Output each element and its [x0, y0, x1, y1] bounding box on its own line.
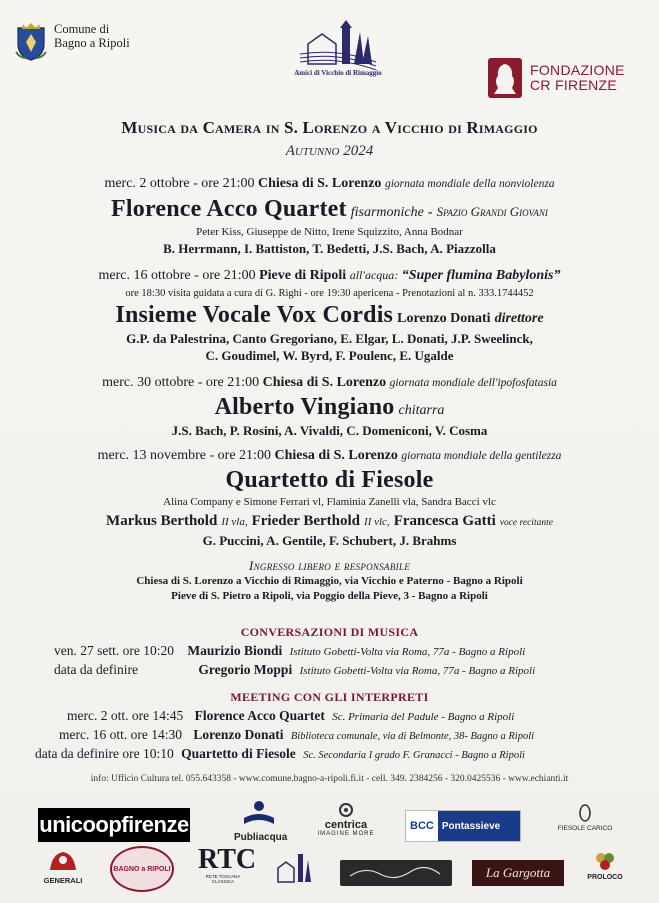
season: Autunno 2024: [285, 143, 374, 159]
concert-3-instrument: chitarra: [398, 403, 445, 418]
concert-4-guest-1-role: II vla,: [221, 516, 248, 528]
concert-2-name-line: [0, 302, 659, 329]
venue-address-1: Chiesa di S. Lorenzo a Vicchio di Rimaggio, via Vicchio e Paterno - Bagno a Ripoli: [136, 575, 523, 587]
concert-2-venue: Pieve di Ripoli: [259, 268, 347, 283]
concert-4-guest-3-role: voce recitante: [499, 518, 553, 528]
conv-row-2-where: Istituto Gobetti-Volta via Roma, 77a - Bagno a Ripoli: [299, 665, 536, 677]
concert-4-guest-1: Markus Berthold: [106, 513, 218, 529]
concert-1-date-line: [0, 176, 659, 192]
concert-1-instrument: fisarmoniche: [350, 205, 424, 220]
concert-4-players: Alina Company e Simone Ferrari vl, Flaminia Zanelli vla, Sandra Bacci vlc: [163, 496, 496, 508]
meet-row-1-where: Sc. Primaria del Padule - Bagno a Ripoli: [332, 711, 515, 723]
publiacqua-mark-icon: [242, 800, 276, 830]
fondazione-line-1: FONDAZIONE: [530, 62, 625, 78]
signature-icon: [340, 860, 452, 886]
fiesole-text: FIESOLE CARICO: [557, 825, 613, 832]
meet-row-1-when: merc. 2 ott. ore 14:45: [67, 708, 184, 723]
bcc-text: BCC: [410, 820, 434, 832]
conv-row-2-who: Gregorio Moppi: [198, 662, 293, 677]
concert-4-note: giornata mondiale della gentilezza: [401, 450, 562, 462]
bagno-logo: [110, 846, 174, 892]
comune-logo: [14, 22, 130, 102]
centrica-mark-icon: [338, 803, 354, 817]
amici-caption: Amici di Vicchio di Rimaggio: [294, 69, 382, 77]
bagno-text: BAGNO a RIPOLI: [113, 865, 171, 873]
concert-3-name-line: [0, 394, 659, 421]
generali-text: GENERALI: [43, 876, 83, 885]
meet-row-3-when: data da definire ore 10:10: [35, 746, 174, 761]
conversazioni-heading: CONVERSAZIONI DI MUSICA: [240, 625, 419, 639]
concert-4-guest-3: Francesca Gatti: [393, 513, 496, 529]
meet-row-2-when: merc. 16 ott. ore 14:30: [59, 727, 182, 742]
church-small-icon: [274, 850, 314, 884]
proloco-text: PROLOCO: [587, 874, 623, 881]
meet-row-1-who: Florence Acco Quartet: [194, 708, 325, 723]
church-icon: [298, 18, 378, 70]
meet-row-3-who: Quartetto di Fiesole: [181, 746, 296, 761]
church-small-logo: [274, 850, 314, 889]
pontassieve-text: Pontassieve: [438, 811, 520, 841]
generali-logo: [38, 848, 88, 885]
concert-4-guest-2-role: II vlc,: [364, 516, 390, 528]
meeting-row-3: [35, 746, 525, 762]
concert-4-date: merc. 13 novembre - ore 21:00: [97, 448, 271, 463]
centrica-text: centrica: [324, 819, 368, 831]
meet-row-2-where: Biblioteca comunale, via di Belmonte, 38- Bagno a Ripoli: [290, 731, 535, 742]
concert-4-program: G. Puccini, A. Gentile, F. Schubert, J. Brahms: [202, 533, 457, 548]
unicoop-logo: [38, 808, 190, 842]
concert-2-program-2: C. Goudimel, W. Byrd, F. Poulenc, E. Ugalde: [205, 348, 454, 363]
publiacqua-logo: [234, 800, 288, 843]
lion-icon: [46, 848, 80, 874]
venue-address-2: Pieve di S. Pietro a Ripoli, via Poggio della Pieve, 3 - Bagno a Ripoli: [171, 590, 488, 602]
concert-2-program-1: G.P. da Palestrina, Canto Gregoriano, E. Elgar, L. Donati, J.P. Sweelinck,: [126, 331, 533, 346]
meet-row-3-where: Sc. Secondaria I grado F. Granacci - Bagno a Ripoli: [303, 750, 525, 761]
dark-sponsor-logo: [340, 860, 452, 886]
concert-2-date: merc. 16 ottobre - ore 21:00: [98, 268, 256, 283]
concert-2-visit: ore 18:30 visita guidata a cura di G. Righi - ore 19:30 apericena - Prenotazioni al n. 333.1744452: [125, 288, 534, 299]
ingresso-libero: Ingresso libero e responsabile: [248, 558, 411, 573]
publiacqua-text: Publiacqua: [234, 832, 288, 843]
conv-row-1-where: Istituto Gobetti-Volta via Roma, 77a - Bagno a Ripoli: [289, 646, 526, 658]
unicoop-text: unicoopfirenze: [39, 812, 189, 837]
concert-1-date: merc. 2 ottobre - ore 21:00: [104, 176, 255, 191]
proloco-mark-icon: [592, 850, 618, 872]
concert-2-role: direttore: [494, 311, 544, 326]
concert-4-venue: Chiesa di S. Lorenzo: [274, 448, 398, 463]
proloco-logo: [580, 850, 630, 881]
centrica-logo: [316, 803, 376, 837]
poster-title: Musica da Camera in S. Lorenzo a Vicchio di Rimaggio: [121, 118, 538, 137]
fiesole-mark-icon: [575, 803, 595, 823]
fondazione-logo: [486, 38, 625, 118]
concert-4-guests: [0, 512, 659, 530]
concert-3-program: J.S. Bach, P. Rosini, A. Vivaldi, C. Domeniconi, V. Cosma: [171, 423, 488, 438]
amici-logo: [293, 18, 383, 98]
gargotta-logo: [472, 860, 564, 886]
concert-4-performer: Quartetto di Fiesole: [225, 467, 434, 493]
concert-2-date-line: [0, 268, 659, 284]
centrica-subtext: IMAGINE MORE: [317, 831, 375, 837]
concert-2-performer: Insieme Vocale Vox Cordis: [115, 302, 394, 328]
concert-3-date: merc. 30 ottobre - ore 21:00: [102, 375, 260, 390]
concert-2-director: Lorenzo Donati: [397, 311, 491, 326]
meeting-row-1: [67, 708, 514, 724]
fondazione-name: [530, 63, 625, 93]
fondazione-mark-icon: [486, 56, 524, 100]
concert-3-note: giornata mondiale dell'ipofosfatasia: [389, 377, 557, 389]
info-line: info: Ufficio Cultura tel. 055.643358 - www.comune.bagno-a-ripoli.fi.it - cell. 349. 2384256 - 320.0425536 - www.echianti.it: [90, 774, 569, 784]
concert-4-name-line: [0, 467, 659, 494]
concert-2-note: all'acqua:: [349, 268, 399, 282]
comune-line-2: Bagno a Ripoli: [54, 36, 130, 50]
concert-1-performer: Florence Acco Quartet: [111, 196, 347, 222]
comune-name: [54, 22, 130, 50]
concert-1-players: Peter Kiss, Giuseppe de Nitto, Irene Squizzito, Anna Bodnar: [196, 226, 463, 238]
conv-row-1-who: Maurizio Biondi: [187, 643, 283, 658]
concert-3-venue: Chiesa di S. Lorenzo: [262, 375, 387, 390]
concert-2-title: “Super flumina Babylonis”: [401, 268, 561, 283]
fondazione-line-2: CR FIRENZE: [530, 77, 617, 93]
meeting-row-2: [59, 727, 534, 743]
comune-line-1: Comune di: [54, 22, 110, 36]
concert-3-performer: Alberto Vingiano: [214, 394, 395, 420]
conv-row-2-when: data da definire: [54, 662, 138, 677]
concert-1-extra: Spazio Grandi Giovani: [436, 204, 548, 219]
meeting-heading: MEETING CON GLI INTERPRETI: [230, 690, 429, 704]
crest-icon: [14, 22, 48, 62]
concert-4-guest-2: Frieder Berthold: [251, 513, 361, 529]
fiesole-logo: [550, 803, 620, 832]
conversazioni-row-2: [54, 662, 535, 678]
conversazioni-row-1: [54, 643, 525, 659]
concert-1-separator: -: [427, 205, 433, 220]
concert-3-date-line: [0, 375, 659, 391]
concert-4-date-line: [0, 448, 659, 464]
rtc-logo: [198, 844, 257, 884]
gargotta-text: La Gargotta: [485, 865, 551, 880]
concert-1-venue: Chiesa di S. Lorenzo: [258, 176, 382, 191]
rtc-text: RTC: [198, 844, 257, 875]
rtc-subtext: RETE TOSCANA CLASSICA: [205, 874, 241, 884]
conv-row-1-when: ven. 27 sett. ore 10:20: [54, 643, 174, 658]
concert-1-note: giornata mondiale della nonviolenza: [384, 178, 555, 190]
meet-row-2-who: Lorenzo Donati: [193, 727, 284, 742]
bcc-logo: [405, 810, 521, 842]
concert-1-name-line: [0, 196, 659, 223]
concert-1-program: B. Herrmann, I. Battiston, T. Bedetti, J.S. Bach, A. Piazzolla: [163, 241, 496, 256]
